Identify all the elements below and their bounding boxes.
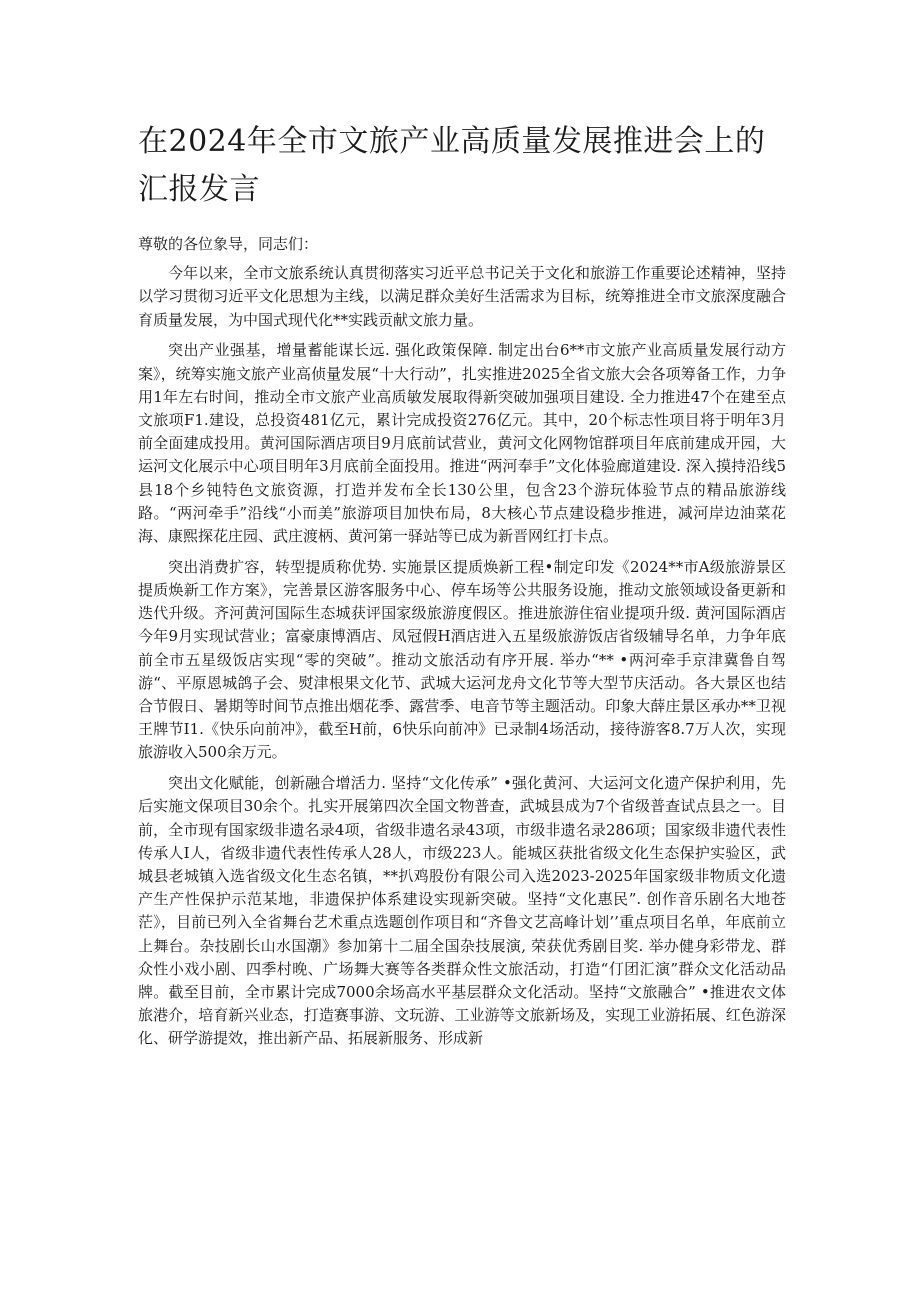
salutation: 尊敬的各位象导，同志们： [138,235,319,253]
paragraph-consumption: 突出消费扩容，转型提质称优势. 实施景区提质焕新工程•制定印发《2024**市A级旅游景区提质焕新工作方案》，完善景区游客服务中心、停车场等公共服务设施，推动文旅领域设备更新和迭代升级。齐河黄河国际生态城获评国家级旅游度假区。推进旅游住宿业提项升级. 黄河国际酒店今年9月实现试营业；富豪康博酒店、凤冠假H酒店进入五星级旅游饭店省级辅导名单，力争年底前全市五星级饭店实现“零的突破”。推动文旅活动有序开展. 举办“** •两河牵手京津冀鲁自驾游“、平原恩城鸽子会、熨津根果文化节、武城大运河龙舟文化节等大型节庆活动。各大景区也结合节假日、暑期等时间节点推出烟花季、露营季、电音节等主题活动。印象大薛庄景区承办**卫视王牌节I1.《快乐向前冲》，截至H前，6快乐向前冲》已录制4场活动，接待游客8.7万人次，实现旅游收入500余万元。 [138,557,786,762]
paragraph-industry: 突出产业强基，增量蓄能谋长远. 强化政策保障. 制定出台6**市文旅产业高质量发展行动方案》，统筹实施文旅产业高侦量发展“十大行动”，扎实推进2025全省文旅大会各项筹备工作，力争用1年左右时间，推动全市文旅产业高质敏发展取得新突破加强项目建设. 全力推进47个在建至点文旅项F1.建设，总投资481亿元，累计完成投资276亿元。其中，20个标志性项目将于明年3月前全面建成投用。黄河国际酒店项目9月底前试营业，黄河文化网物馆群项目年底前建成开园，大运河文化展示中心项目明年3月底前全面投用。推进“两河奉手”文化体验廊道建设. 深入摸持沿线5县18个乡钝特色文旅资源，打造并发布全长130公里，包含23个游玩体验节点的精品旅游线路。“两河牵手”沿线“小而美”旅游项目加快布局，8大核心节点建设稳步推进，减河岸边油菜花海、康熙探花庄园、武庄渡柄、黄河第一驿站等已成为新晋网红打卡点。 [138,341,786,546]
paragraph-intro: 今年以来，全市文旅系统认真贯彻落实习近平总书记关于文化和旅游工作重要论述精神，坚持以学习贯彻习近平文化思想为主线，以满足群众美好生活需求为目标，统筹推进全市文旅深度融合育质量发展，为中国式现代化**实践贡献文旅力量。 [138,264,786,329]
document-title: 在2024年全市文旅产业高质量发展推进会上的汇报发言 [138,124,766,207]
document-body [138,233,786,1058]
paragraph-culture: 突出文化赋能，创新融合增活力. 坚持“文化传承” •强化黄河、大运河文化遗产保护利用，先后实施文保项目30余个。扎实开展第四次全国文物普查，武城县成为7个省级普查试点县之一。目前，全市现有国家级非遗名录4项，省级非遗名录43项，市级非遗名录286项；国家级非遗代表性传承人I人，省级非遗代表性传承人28人，市级223人。能城区获批省级文化生态保护实验区，武城县老城镇入选省级文化生态名镇，**扒鸡股份有限公司入选2023-2025年国家级非物质文化遗产生产性保护示范某地，非遗保护体系建设实现新突破。坚持“文化惠民”. 创作音乐剧名大地苍茫》，目前已列入全省舞台艺术重点选题创作项目和“齐鲁文艺高峰计划’’重点项目名单，年底前立上舞台。杂技剧长山水国潮》参加第十二届全国杂技展演, 荣获优秀剧目奖. 举办健身彩带龙、群众性小戏小剧、四季村晚、广场舞大赛等各类群众性文旅活动，打造“仃团汇演”群众文化活动品牌。截至目前，全市累计完成7000余场高水平基层群众文化活动。坚持“文旅融合” •推进农文体旅港介，培育新兴业态，打造赛事游、文玩游、工业游等文旅新场及，实现工业游拓展、红色游深化、研学游提效，推出新产品、拓展新服务、形成新 [138,774,786,1048]
